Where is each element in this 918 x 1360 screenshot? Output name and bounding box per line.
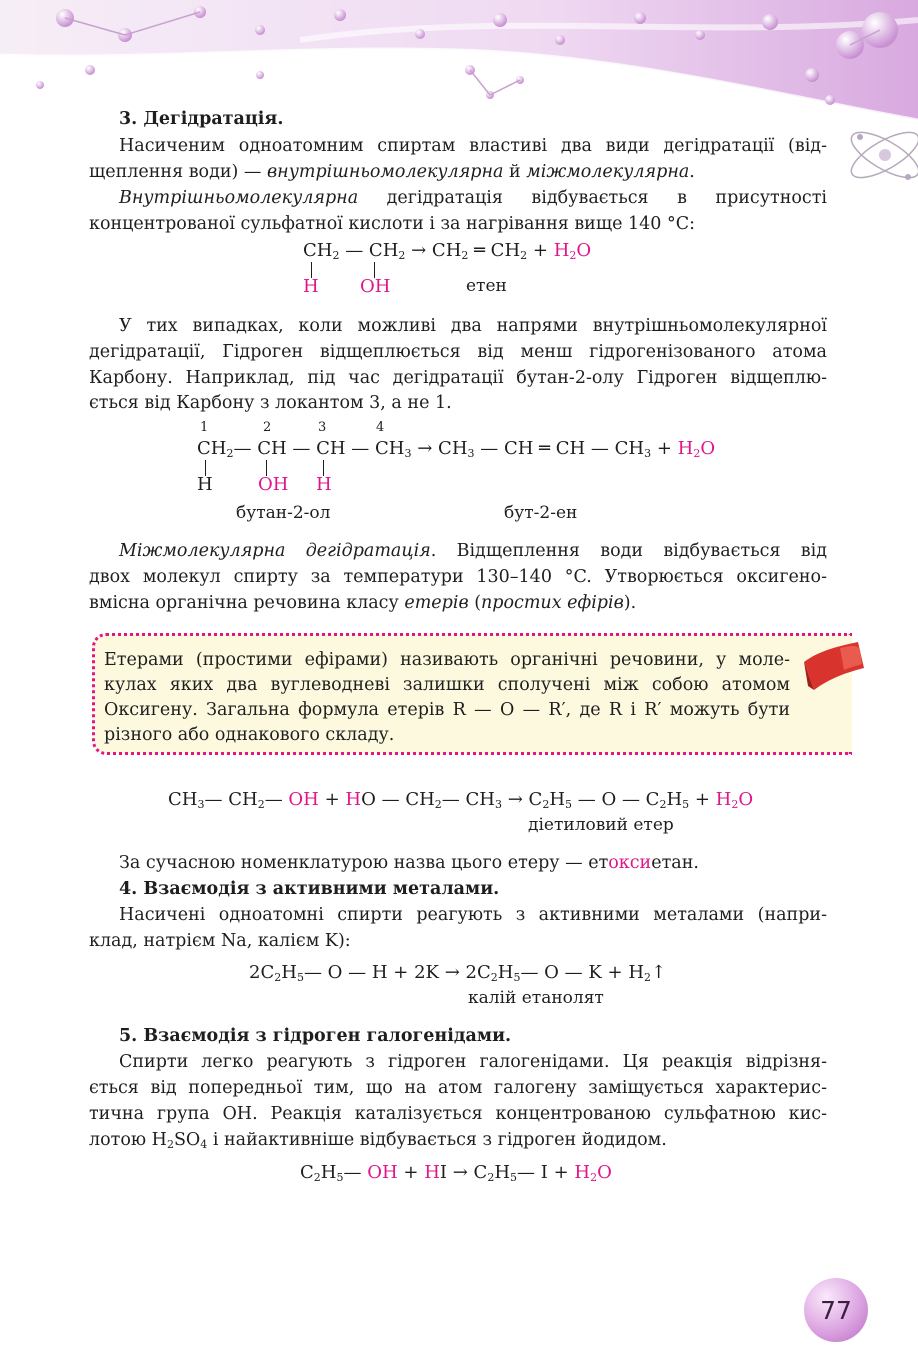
definition-line: різного або однакового складу. (104, 725, 395, 745)
equation-substituents: H (316, 474, 332, 495)
paragraph-line: Карбону. Наприклад, під час дегідратації бутан-2-олу Гідроген відщеплю- (89, 368, 827, 388)
paragraph-line: клад, натрієм Na, калієм K): (89, 931, 351, 951)
equation-ether: $CH_3—$ $CH_2—$ OH + HO — $CH_2—$ $CH_3 \to C_2H_5$ — O — $C_2H_5 + H_2O$ (168, 789, 754, 811)
section-5-heading: 5. Взаємодія з гідроген галогенідами. (119, 1026, 512, 1046)
definition-line: кулах яких два вуглеводневі залишки сполучені між собою атомом (104, 675, 790, 695)
paragraph-line: концентрованої сульфатної кислоти і за нагрівання вище 140 °C: (89, 214, 696, 234)
page-number: 77 (804, 1278, 868, 1342)
paragraph-line: За сучасною номенклатурою назва цього етеру — етоксиетан. (119, 853, 699, 873)
section-3-heading: 3. Дегідратація. (119, 109, 284, 129)
equation-caption: діетиловий етер (528, 815, 674, 835)
paragraph-line: Міжмолекулярна дегідратація. Відщеплення води відбувається від (119, 541, 827, 561)
paragraph-line: ється від попередньої тим, що на атом галогену заміщується характерис- (89, 1078, 827, 1098)
equation-substituents: OH (258, 474, 289, 495)
paragraph-line: Спирти легко реагують з гідроген галогенідами. Ця реакція відрізня- (119, 1052, 827, 1072)
paragraph-line: Насиченим одноатомним спиртам властиві два види дегідратації (від- (119, 136, 827, 156)
paragraph-line: Насичені одноатомні спирти реагують з активними металами (напри- (119, 905, 827, 925)
paragraph-line: двох молекул спирту за температури 130–140 °C. Утворюється оксигено- (89, 567, 827, 587)
definition-line: Етерами (простими ефірами) називають органічні речовини, у моле- (104, 650, 790, 670)
equation-substituents: OH (360, 276, 391, 297)
equation-ethene: $CH_2$ — $CH_2 \to CH_2$ ═ $CH_2 + H_2O$ (303, 240, 592, 262)
paragraph-line: Внутрішньомолекулярна дегідратація відбувається в присутності (119, 188, 827, 208)
equation-caption: етен (466, 276, 507, 296)
equation-caption: бутан-2-ол (236, 503, 331, 523)
atom-orbit-icon (830, 95, 918, 215)
definition-line: Оксигену. Загальна формула етерів R — O — R′, де R і R′ можуть бути (104, 700, 790, 720)
red-ribbon-icon (800, 640, 868, 698)
equation-substituents: H (197, 474, 213, 495)
equation-potassium: $2C_2H_5—$ O — $H + 2K \to 2C_2H_5—$ O — $K + H_2↑$ (249, 962, 667, 984)
paragraph-line: ється від Карбону з локантом 3, а не 1. (89, 393, 452, 413)
equation-butanol: $CH_2—$ CH — CH — $CH_3 \to CH_3$ — CH ═ CH — $CH_3 + H_2O$ (197, 438, 716, 460)
equation-caption: калій етанолят (468, 988, 604, 1008)
paragraph-line: вмісна органічна речовина класу етерів (простих ефірів). (89, 593, 637, 613)
section-4-heading: 4. Взаємодія з активними металами. (119, 879, 500, 899)
paragraph-line: дегідратації, Гідроген відщеплюється від менш гідрогенізованого атома (89, 342, 827, 362)
equation-substituents: H (303, 276, 319, 297)
paragraph-line: тична група OH. Реакція каталізується концентрованою сульфатною кис- (89, 1104, 827, 1124)
equation-caption: бут-2-ен (504, 503, 578, 523)
paragraph-line: У тих випадках, коли можливі два напрями внутрішньомолекулярної (119, 316, 827, 336)
paragraph-line: щеплення води) — внутрішньомолекулярна й міжмолекулярна. (89, 162, 695, 182)
paragraph-line: лотою $H_2SO_4$ і найактивніше відбувається з гідроген йодидом. (89, 1130, 667, 1151)
equation-iodide: $C_2H_5—$ OH + HI → $C_2H_5—$ $I + H_2O$ (300, 1162, 612, 1184)
